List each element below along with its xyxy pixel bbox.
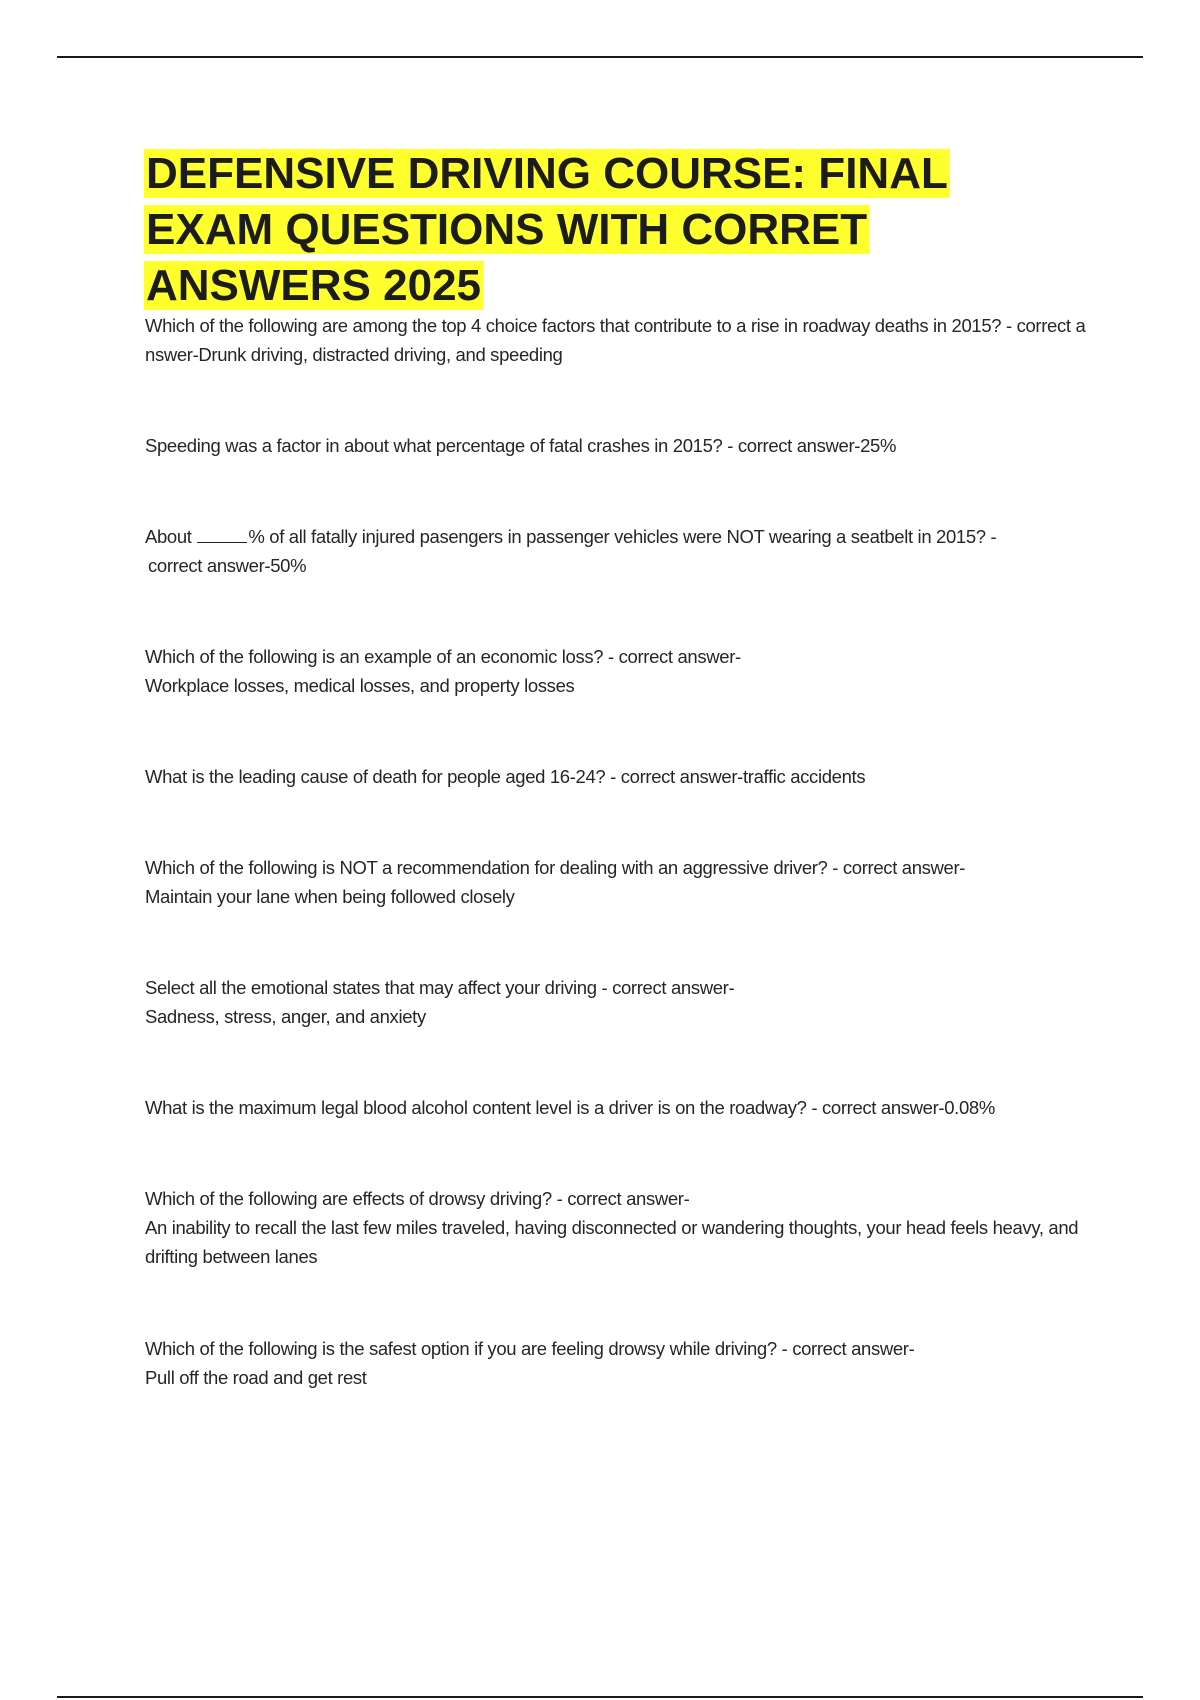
- qa-item-9: [145, 1184, 1090, 1271]
- answer-line: [145, 551, 1090, 580]
- qa-item-1: [145, 311, 1090, 369]
- qa-item-6: [145, 853, 1090, 911]
- qa-item-7: [145, 973, 1090, 1031]
- answer-text: An inability to recall the last few miles traveled, having disconnected or wandering thoughts, your head feels heavy, and drifting between lanes: [145, 1217, 1079, 1267]
- top-divider: [57, 56, 1143, 58]
- answer-text: Maintain your lane when being followed closely: [145, 886, 515, 907]
- question-text: % of all fatally injured pasengers in passenger vehicles were NOT wearing a seatbelt in 2015? -: [248, 526, 997, 547]
- answer-text: 25%: [860, 435, 897, 456]
- fill-in-blank: [197, 528, 247, 543]
- question-text: Which of the following are effects of drowsy driving? - correct answer-: [145, 1188, 690, 1209]
- answer-text: Pull off the road and get rest: [145, 1367, 367, 1388]
- answer-text: traffic accidents: [742, 766, 866, 787]
- answer-text: 0.08%: [944, 1097, 995, 1118]
- question-text: Which of the following is the safest option if you are feeling drowsy while driving? - correct answer-: [145, 1338, 915, 1359]
- qa-item-8: [145, 1093, 1090, 1122]
- answer-text: 50%: [270, 555, 307, 576]
- qa-item-4: [145, 642, 1090, 700]
- bottom-divider: [57, 1696, 1143, 1698]
- question-text: Which of the following are among the top 4 choice factors that contribute to a rise in roadway deaths in 2015? - correct answer-: [145, 315, 1086, 365]
- question-text: Which of the following is NOT a recommendation for dealing with an aggressive driver? - correct answer-: [145, 857, 966, 878]
- document-title: [144, 146, 1044, 314]
- answer-text: Workplace losses, medical losses, and property losses: [145, 675, 575, 696]
- question-text: What is the leading cause of death for people aged 16-24? - correct answer-: [145, 766, 743, 787]
- qa-item-5: [145, 762, 1090, 791]
- qa-item-10: [145, 1334, 1090, 1392]
- question-text: Select all the emotional states that may affect your driving - correct answer-: [145, 977, 735, 998]
- title-highlight: DEFENSIVE DRIVING COURSE: FINAL EXAM QUESTIONS WITH CORRET ANSWERS 2025: [146, 149, 948, 310]
- question-text: About: [145, 526, 197, 547]
- answer-text: Drunk driving, distracted driving, and speeding: [198, 344, 563, 365]
- question-text: What is the maximum legal blood alcohol content level is a driver is on the roadway? - correct answer-: [145, 1097, 945, 1118]
- answer-prefix: correct answer-: [148, 555, 271, 576]
- question-text: Speeding was a factor in about what percentage of fatal crashes in 2015? - correct answer-: [145, 435, 861, 456]
- qa-item-3: [145, 522, 1090, 580]
- qa-item-2: [145, 431, 1090, 460]
- answer-text: Sadness, stress, anger, and anxiety: [145, 1006, 426, 1027]
- question-text: Which of the following is an example of an economic loss? - correct answer-: [145, 646, 741, 667]
